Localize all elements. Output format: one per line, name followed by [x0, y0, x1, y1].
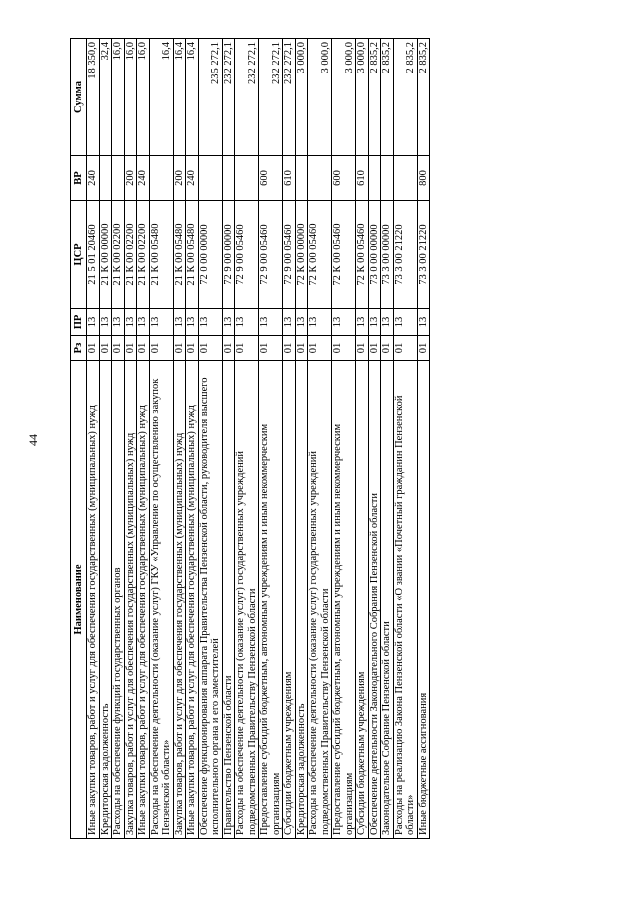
- cell-pr: 13: [283, 309, 296, 336]
- cell-sum: 3 000,0: [332, 39, 356, 156]
- cell-rz: 01: [381, 336, 394, 361]
- cell-vr: [308, 156, 332, 201]
- table-row: [417, 39, 430, 839]
- cell-csr: 73 3 00 21220: [417, 201, 430, 309]
- cell-sum: 3 000,0: [356, 39, 369, 156]
- header-csr: ЦСР: [71, 201, 87, 309]
- header-name: Наименование: [71, 361, 87, 839]
- cell-rz: 01: [173, 336, 186, 361]
- page-number: 44: [26, 434, 40, 446]
- cell-csr: 73 3 00 21220: [393, 201, 417, 309]
- cell-csr: 21 К 00 05480: [149, 201, 173, 309]
- cell-name: Иные бюджетные ассигнования: [417, 361, 430, 839]
- table-row: [173, 39, 186, 839]
- cell-pr: 13: [235, 309, 259, 336]
- cell-name: Иные закупки товаров, работ и услуг для обеспечения государственных (муниципальных) нужд: [186, 361, 199, 839]
- cell-pr: 13: [186, 309, 199, 336]
- cell-sum: 16,0: [112, 39, 125, 156]
- cell-pr: 13: [356, 309, 369, 336]
- cell-sum: 232 272,1: [235, 39, 259, 156]
- table-row: [99, 39, 112, 839]
- cell-rz: 01: [149, 336, 173, 361]
- cell-vr: [295, 156, 308, 201]
- cell-csr: 21 К 00 05480: [173, 201, 186, 309]
- cell-sum: 16,0: [124, 39, 137, 156]
- cell-vr: [149, 156, 173, 201]
- cell-rz: 01: [283, 336, 296, 361]
- cell-pr: 13: [87, 309, 100, 336]
- header-vr: ВР: [71, 156, 87, 201]
- cell-rz: 01: [417, 336, 430, 361]
- table-row: [259, 39, 283, 839]
- table-row: [295, 39, 308, 839]
- cell-pr: 13: [124, 309, 137, 336]
- cell-vr: [381, 156, 394, 201]
- cell-csr: 72 К 00 00000: [295, 201, 308, 309]
- cell-sum: 16,4: [186, 39, 199, 156]
- cell-csr: 21 К 00 02200: [112, 201, 125, 309]
- cell-vr: [99, 156, 112, 201]
- cell-rz: 01: [112, 336, 125, 361]
- cell-pr: 13: [393, 309, 417, 336]
- cell-name: Закупка товаров, работ и услуг для обеспечения государственных (муниципальных) нужд: [124, 361, 137, 839]
- header-rz: Рз: [71, 336, 87, 361]
- cell-vr: 240: [87, 156, 100, 201]
- cell-rz: 01: [393, 336, 417, 361]
- table-row: [381, 39, 394, 839]
- budget-table: [70, 38, 430, 839]
- table-row: [112, 39, 125, 839]
- header-pr: ПР: [71, 309, 87, 336]
- cell-sum: 2 835,2: [381, 39, 394, 156]
- cell-rz: 01: [235, 336, 259, 361]
- cell-sum: 32,4: [99, 39, 112, 156]
- cell-pr: 13: [259, 309, 283, 336]
- cell-pr: 13: [332, 309, 356, 336]
- cell-vr: [235, 156, 259, 201]
- cell-sum: 232 272,1: [283, 39, 296, 156]
- table-row: [87, 39, 100, 839]
- cell-csr: 72 К 00 05460: [308, 201, 332, 309]
- cell-csr: 73 3 00 00000: [381, 201, 394, 309]
- cell-vr: 610: [283, 156, 296, 201]
- cell-pr: 13: [198, 309, 222, 336]
- cell-name: Субсидии бюджетным учреждениям: [283, 361, 296, 839]
- cell-pr: 13: [381, 309, 394, 336]
- cell-rz: 01: [332, 336, 356, 361]
- header-sum: Сумма: [71, 39, 87, 156]
- cell-rz: 01: [124, 336, 137, 361]
- cell-name: Расходы на реализацию Закона Пензенской области «О звании «Почетный гражданин Пензенской области»: [393, 361, 417, 839]
- cell-name: Иные закупки товаров, работ и услуг для обеспечения государственных (муниципальных) нужд: [87, 361, 100, 839]
- table-body: [87, 39, 430, 839]
- cell-csr: 72 9 00 05460: [259, 201, 283, 309]
- cell-rz: 01: [308, 336, 332, 361]
- table-row: [186, 39, 199, 839]
- cell-sum: 3 000,0: [295, 39, 308, 156]
- cell-csr: 72 К 00 05460: [356, 201, 369, 309]
- cell-vr: [198, 156, 222, 201]
- cell-vr: 600: [332, 156, 356, 201]
- cell-pr: 13: [149, 309, 173, 336]
- cell-name: Обеспечение деятельности Законодательного Собрания Пензенской области: [368, 361, 381, 839]
- table-row: [283, 39, 296, 839]
- cell-pr: 13: [368, 309, 381, 336]
- table-row: [124, 39, 137, 839]
- cell-sum: 232 272,1: [222, 39, 235, 156]
- cell-sum: 232 272,1: [259, 39, 283, 156]
- cell-pr: 13: [308, 309, 332, 336]
- cell-pr: 13: [112, 309, 125, 336]
- cell-csr: 72 9 00 05460: [235, 201, 259, 309]
- table-row: [332, 39, 356, 839]
- cell-pr: 13: [137, 309, 150, 336]
- cell-rz: 01: [99, 336, 112, 361]
- cell-name: Обеспечение функционирования аппарата Правительства Пензенской области, руководителя высшего исполнительного органа и его заместителей: [198, 361, 222, 839]
- cell-rz: 01: [259, 336, 283, 361]
- cell-vr: 600: [259, 156, 283, 201]
- cell-rz: 01: [137, 336, 150, 361]
- cell-vr: 800: [417, 156, 430, 201]
- cell-name: Закупка товаров, работ и услуг для обеспечения государственных (муниципальных) нужд: [173, 361, 186, 839]
- cell-rz: 01: [222, 336, 235, 361]
- cell-name: Кредиторская задолженность: [99, 361, 112, 839]
- table-row: [149, 39, 173, 839]
- table-row: [356, 39, 369, 839]
- cell-rz: 01: [356, 336, 369, 361]
- table-row: [222, 39, 235, 839]
- cell-sum: 235 272,1: [198, 39, 222, 156]
- cell-vr: 240: [186, 156, 199, 201]
- cell-vr: [393, 156, 417, 201]
- cell-rz: 01: [295, 336, 308, 361]
- cell-name: Правительство Пензенской области: [222, 361, 235, 839]
- table-row: [235, 39, 259, 839]
- cell-vr: 200: [124, 156, 137, 201]
- cell-vr: 610: [356, 156, 369, 201]
- rotated-page: [70, 39, 610, 839]
- cell-sum: 2 835,2: [393, 39, 417, 156]
- cell-sum: 3 000,0: [308, 39, 332, 156]
- cell-name: Иные закупки товаров, работ и услуг для обеспечения государственных (муниципальных) нужд: [137, 361, 150, 839]
- cell-name: Законодательное Собрание Пензенской области: [381, 361, 394, 839]
- table-row: [137, 39, 150, 839]
- cell-sum: 2 835,2: [368, 39, 381, 156]
- cell-pr: 13: [295, 309, 308, 336]
- cell-sum: 16,4: [173, 39, 186, 156]
- cell-vr: [112, 156, 125, 201]
- cell-pr: 13: [173, 309, 186, 336]
- cell-sum: 16,4: [149, 39, 173, 156]
- cell-pr: 13: [222, 309, 235, 336]
- cell-pr: 13: [417, 309, 430, 336]
- cell-csr: 21 К 00 05480: [186, 201, 199, 309]
- cell-csr: 21 К 00 02200: [137, 201, 150, 309]
- cell-csr: 73 0 00 00000: [368, 201, 381, 309]
- cell-name: Расходы на обеспечение деятельности (оказание услуг) ГКУ «Управление по осуществлению закупок Пензенской области»: [149, 361, 173, 839]
- cell-vr: [368, 156, 381, 201]
- cell-rz: 01: [186, 336, 199, 361]
- cell-rz: 01: [87, 336, 100, 361]
- cell-rz: 01: [198, 336, 222, 361]
- cell-vr: [222, 156, 235, 201]
- table-header-row: [71, 39, 87, 839]
- cell-csr: 21 К 00 02200: [124, 201, 137, 309]
- cell-name: Предоставление субсидий бюджетным, автономным учреждениям и иным некоммерческим организациям: [332, 361, 356, 839]
- cell-rz: 01: [368, 336, 381, 361]
- cell-name: Субсидии бюджетным учреждениям: [356, 361, 369, 839]
- cell-name: Расходы на обеспечение функций государственных органов: [112, 361, 125, 839]
- table-row: [308, 39, 332, 839]
- cell-sum: 18 350,0: [87, 39, 100, 156]
- cell-pr: 13: [99, 309, 112, 336]
- cell-name: Расходы на обеспечение деятельности (оказание услуг) государственных учреждений подведомственных Правительству Пензенской области: [308, 361, 332, 839]
- table-row: [393, 39, 417, 839]
- cell-csr: 21 5 01 20460: [87, 201, 100, 309]
- cell-name: Кредиторская задолженность: [295, 361, 308, 839]
- table-row: [368, 39, 381, 839]
- table-row: [198, 39, 222, 839]
- cell-csr: 21 К 00 00000: [99, 201, 112, 309]
- cell-sum: 2 835,2: [417, 39, 430, 156]
- cell-csr: 72 9 00 05460: [283, 201, 296, 309]
- cell-vr: 200: [173, 156, 186, 201]
- cell-name: Предоставление субсидий бюджетным, автономным учреждениям и иным некоммерческим организациям: [259, 361, 283, 839]
- cell-csr: 72 9 00 00000: [222, 201, 235, 309]
- cell-sum: 16,0: [137, 39, 150, 156]
- cell-vr: 240: [137, 156, 150, 201]
- cell-name: Расходы на обеспечение деятельности (оказание услуг) государственных учреждений подведомственных Правительству Пензенской области: [235, 361, 259, 839]
- cell-csr: 72 К 00 05460: [332, 201, 356, 309]
- cell-csr: 72 0 00 00000: [198, 201, 222, 309]
